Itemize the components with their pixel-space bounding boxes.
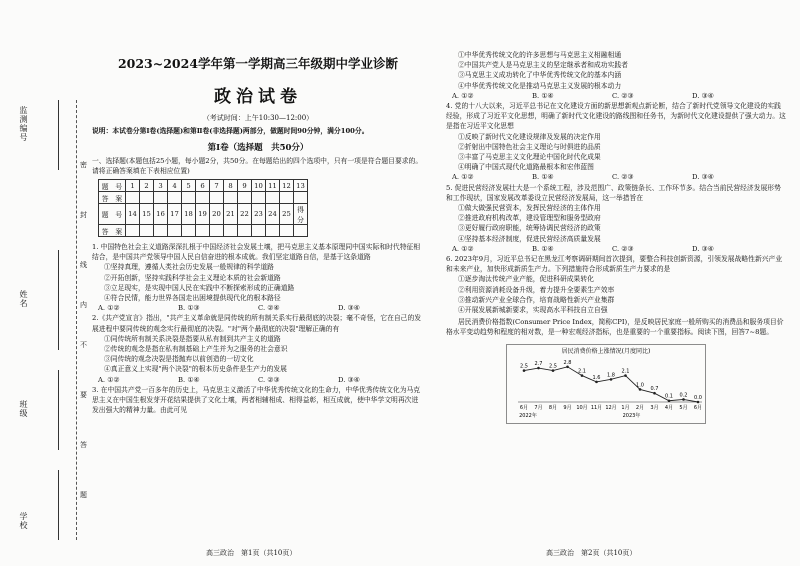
- answer-choices: [446, 172, 786, 182]
- table-cell: 3: [154, 180, 168, 192]
- table-cell: 4: [168, 180, 182, 192]
- table-cell[interactable]: [182, 192, 196, 204]
- table-cell: 25: [280, 204, 294, 225]
- data-point: [624, 374, 627, 377]
- table-cell: 16: [154, 204, 168, 225]
- data-point: [682, 398, 685, 401]
- answer-choices: [92, 303, 424, 313]
- choice-item[interactable]: B. ①④: [532, 244, 554, 253]
- table-cell[interactable]: [210, 192, 224, 204]
- data-label: 1.6: [592, 374, 601, 381]
- part-heading: 第Ⅰ卷（选择题 共50分）: [207, 143, 309, 153]
- left-column: [92, 48, 424, 415]
- question-stem: 6. 2023年9月，习近平总书记在黑龙江考察调研期间首次提到，要整合科技创新资源，引领发展战略性新兴产业和未来产业，加快形成新质生产力。下列措施符合形成新质生产力要求的是: [446, 255, 783, 274]
- choice-item[interactable]: A. ①②: [452, 244, 474, 253]
- table-header: 答 案: [99, 225, 126, 237]
- data-point: [697, 400, 700, 403]
- table-cell[interactable]: [126, 225, 140, 237]
- question-option: ④符合民情，能力世界各国走出困境提供现代化的根本路径: [104, 294, 281, 303]
- table-cell: 8: [224, 180, 238, 192]
- table-cell[interactable]: [140, 192, 154, 204]
- cut-char: 线: [80, 261, 87, 269]
- cut-char: 答: [80, 441, 87, 449]
- table-cell[interactable]: [210, 225, 224, 237]
- cut-char: 内: [80, 301, 87, 309]
- choice-item[interactable]: B. ①④: [178, 375, 200, 384]
- question-option: ④真正意义上实现"两个决裂"的根本历史条件是生产力的发展: [104, 365, 287, 374]
- section-heading: 一、选择题(本题包括25小题，每小题2分，共50分。在每题给出的四个选项中，只有一项是符合题目要求的。请将正确答案填在下表相应位置): [92, 157, 423, 175]
- question-option: ②利用资源消耗设备升级，着力提升全要素生产效率: [458, 285, 615, 294]
- table-header: 题 号: [99, 180, 126, 192]
- x-tick-label: 2月: [635, 404, 645, 411]
- question-option: ③马克思主义成功转化了中华优秀传统文化的基本内涵: [458, 71, 622, 80]
- choice-item[interactable]: D. ③④: [338, 375, 360, 384]
- answer-choices: [446, 91, 786, 101]
- question-stem: 4. 党的十八大以来，习近平总书记在文化建设方面的新思想新观点新论断，结合了新时代党领导文化建设的实践经验，形成了习近平文化思想，明确了新时代文化建设的路线图和任务书，为新时代文化建设提供了强大动力。这是指在习近平文化思想: [446, 102, 786, 131]
- cut-char: 要: [80, 391, 87, 399]
- binding-label-name: 姓名: [19, 290, 28, 308]
- cpi-chart: [506, 344, 706, 428]
- footer-right: 高三政治 第2页（共10页）: [546, 549, 637, 557]
- answer-table: [98, 179, 308, 237]
- cut-line: [76, 100, 77, 540]
- question-stem: 5. 促进民营经济发展壮大是一个系统工程，涉及范围广、政策链条长、工作环节多。结合当前民营经济发展形势和工作现状，国家发展改革委设立民营经济发展局，这一举措旨在: [446, 183, 781, 202]
- table-cell[interactable]: [154, 225, 168, 237]
- table-cell[interactable]: [280, 225, 294, 237]
- table-cell: 2: [140, 180, 154, 192]
- exam-title: 2023~2024学年第一学期高三年级期中学业诊断: [117, 56, 399, 71]
- choice-item[interactable]: A. ①②: [452, 91, 474, 100]
- choice-item[interactable]: D. ③④: [338, 304, 360, 313]
- table-cell: 5: [182, 180, 196, 192]
- binding-label-class: 班级: [19, 400, 28, 418]
- question-option: ①坚持真理，遵循人类社会历史发展一般规律的科学道路: [104, 263, 274, 272]
- choice-item[interactable]: C. ②③: [612, 173, 634, 182]
- table-cell: 19: [196, 204, 210, 225]
- choice-item[interactable]: C. ②③: [258, 375, 280, 384]
- x-tick-label: 12月: [605, 404, 617, 411]
- question-option: ②推进政府机构改革，建设管理型和服务型政府: [458, 214, 601, 223]
- right-questions: [446, 50, 786, 315]
- table-cell: 23: [252, 204, 266, 225]
- binding-strip: [18, 100, 87, 540]
- binding-label-school: 学校: [19, 512, 28, 530]
- cut-char: 不: [80, 341, 87, 349]
- x-tick-label: 5月: [679, 404, 688, 411]
- chart-title: 居民消费价格上涨情况(月度同比): [561, 347, 651, 355]
- data-point: [523, 369, 526, 372]
- question-option: ①中华优秀传统文化的许多思想与马克思主义相融相通: [458, 51, 622, 59]
- x-tick-label: 1月: [621, 404, 630, 411]
- question-option: ③更好履行政府职能，统筹协调民营经济的政策: [458, 224, 601, 233]
- data-point: [552, 369, 555, 372]
- table-cell: 7: [210, 180, 224, 192]
- left-questions: [92, 242, 424, 415]
- x-tick-label: 6月: [519, 404, 529, 411]
- table-cell[interactable]: [266, 192, 280, 204]
- table-cell: 13: [294, 180, 308, 192]
- answer-choices: [92, 375, 424, 385]
- table-cell: 15: [140, 204, 154, 225]
- table-cell[interactable]: [168, 192, 182, 204]
- table-cell: 22: [238, 204, 252, 225]
- name-field-line[interactable]: [58, 250, 59, 350]
- cpi-intro: 居民消费价格指数(Consumer Price Index，简称CPI)，是反映居民家庭一般所购买的消费品和服务项目价格水平变动趋势和程度的相对数，是一种宏观经济指标，也是重要的一个重要指标。阅读下图，回答7~8题。: [446, 318, 784, 337]
- question-option: ②折射出中国特色社会主义理论与时俱进的品质: [458, 142, 601, 151]
- score-cell: 得分: [294, 204, 308, 225]
- binding-label-id: 监测编号: [19, 106, 28, 142]
- x-tick-label: 7月: [534, 404, 543, 411]
- choice-item[interactable]: B. ①④: [532, 173, 554, 182]
- question-option: ③立足现实，是实现中国人民在实践中不断探索形成的正确道路: [104, 283, 295, 292]
- footer-left: 高三政治 第1页（共10页）: [206, 549, 297, 557]
- table-cell: 20: [210, 204, 224, 225]
- cut-char: 密: [80, 161, 87, 169]
- subject-title: 政治试卷: [214, 87, 302, 107]
- cpi-chart-svg: [506, 344, 706, 424]
- data-label: 1.8: [607, 372, 615, 379]
- choice-item[interactable]: B. ①④: [532, 91, 554, 100]
- table-cell: 1: [126, 180, 140, 192]
- question-option: ④开展发展新城新要求，实现高水平科技自立自强: [458, 306, 608, 315]
- question-option: ①做大做强民营资本，发挥民营经济的主体作用: [458, 204, 601, 213]
- data-label: 1.0: [636, 382, 644, 389]
- choice-item[interactable]: C. ②③: [612, 244, 634, 253]
- question-option: ③丰富了马克思主义文化理论中国化时代化成果: [458, 153, 601, 162]
- year-label: 2022年: [519, 412, 537, 419]
- table-cell[interactable]: [266, 225, 280, 237]
- table-cell: 18: [182, 204, 196, 225]
- x-tick-label: 6月: [693, 404, 703, 411]
- data-point: [639, 388, 642, 391]
- table-cell[interactable]: [140, 225, 154, 237]
- table-cell[interactable]: [224, 225, 238, 237]
- data-label: 0.0: [694, 394, 702, 401]
- question-stem: 3. 在中国共产党一百多年的历史上，马克思主义激活了中华优秀传统文化的生命力，中华优秀传统文化为马克思主义在中国生根发芽开花结果提供了文化土壤，两者相辅相成、相得益彰，相互成就，使中华学文明再次迸发出强大的精神力量。由此可见: [92, 385, 421, 415]
- table-cell[interactable]: [224, 192, 238, 204]
- data-point: [653, 392, 656, 395]
- id-field-line[interactable]: [58, 100, 59, 170]
- data-point: [668, 399, 671, 402]
- data-point: [610, 378, 613, 381]
- table-cell[interactable]: [196, 225, 210, 237]
- choice-item[interactable]: D. ③④: [692, 91, 714, 100]
- cut-char: 题: [80, 491, 87, 499]
- data-label: 2.7: [534, 360, 543, 367]
- table-cell[interactable]: [196, 192, 210, 204]
- table-cell[interactable]: [280, 192, 294, 204]
- score-cell[interactable]: [294, 225, 308, 237]
- question-option: ①逐步淘汰传统产业产能，促进科研成果转化: [458, 275, 594, 284]
- table-cell: 17: [168, 204, 182, 225]
- table-cell[interactable]: [182, 225, 196, 237]
- data-point: [566, 365, 569, 368]
- choice-item[interactable]: C. ②③: [612, 91, 634, 100]
- x-tick-label: 4月: [664, 404, 674, 411]
- choice-item[interactable]: C. ②④: [258, 304, 280, 313]
- year-label: 2023年: [622, 412, 641, 419]
- table-cell: 6: [196, 180, 210, 192]
- x-tick-label: 11月: [590, 404, 603, 411]
- choice-item[interactable]: D. ③④: [692, 244, 714, 253]
- data-label: 0.7: [650, 385, 659, 392]
- instructions: 说明：本试卷分第Ⅰ卷(选择题)和第Ⅱ卷(非选择题)两部分，做题时间90分钟，满分100分。: [92, 127, 369, 135]
- table-cell[interactable]: [238, 225, 252, 237]
- exam-time: （考试时间：上午10:30—12:00）: [202, 114, 314, 122]
- right-column: [446, 50, 786, 428]
- data-point: [537, 366, 540, 369]
- choice-item[interactable]: A. ①②: [98, 375, 120, 384]
- question-option: ④明确了中国式现代化道路最根本和宏伟蓝图: [458, 163, 594, 172]
- choice-item[interactable]: A. ①②: [98, 304, 120, 313]
- class-field-line[interactable]: [58, 370, 59, 450]
- data-point: [581, 374, 584, 377]
- table-cell: 11: [266, 180, 280, 192]
- table-header: 答 案: [99, 192, 126, 204]
- question-option: ②传统的观念是指在私有制基础上产生并为之服务的社会意识: [104, 345, 288, 354]
- question-option: ②开拓创新，坚持实践科学社会主义理论本质的社会新道路: [104, 273, 281, 282]
- question-option: ④坚持基本经济制度，促进民营经济高质量发展: [458, 234, 601, 243]
- x-tick-label: 10月: [576, 404, 588, 411]
- table-cell[interactable]: [154, 192, 168, 204]
- x-tick-label: 8月: [548, 404, 558, 411]
- table-cell: 12: [280, 180, 294, 192]
- question-option: ①同传统所有制关系决裂是指要从私有制到共产主义的道路: [104, 334, 281, 343]
- data-label: 2.5: [520, 363, 528, 370]
- choice-item[interactable]: A. ①②: [452, 173, 474, 182]
- table-cell: 10: [252, 180, 266, 192]
- school-field-line[interactable]: [58, 470, 59, 540]
- data-label: 2.1: [621, 368, 630, 375]
- question-option: ①反映了新时代文化建设规律及发展的决定作用: [458, 132, 601, 141]
- data-label: 0.2: [679, 392, 688, 399]
- cut-char: 封: [80, 211, 87, 219]
- choice-item[interactable]: D. ③④: [692, 173, 714, 182]
- question-option: ②中国共产党人是马克思主义的坚定继承者和成功实践者: [458, 61, 628, 70]
- table-cell: 21: [224, 204, 238, 225]
- answer-choices: [446, 244, 786, 254]
- choice-item[interactable]: B. ①③: [178, 304, 200, 313]
- data-label: 2.1: [578, 368, 586, 375]
- table-cell: 24: [266, 204, 280, 225]
- question-stem: 2.《共产党宣言》指出，"共产主义革命就是同传统的所有制关系实行最彻底的决裂；毫不奇怪，它在自己的发展进程中要同传统的观念实行最彻底的决裂。"对"两个最彻底的决裂"理解正确的有: [92, 314, 422, 333]
- data-point: [595, 380, 598, 383]
- question-option: ③推动新兴产业全球合作，培育战略性新兴产业集群: [458, 295, 615, 304]
- question-option: ④中华优秀传统文化是推动马克思主义发展的根本动力: [458, 81, 622, 90]
- table-cell: 9: [238, 180, 252, 192]
- table-cell[interactable]: [126, 192, 140, 204]
- table-cell[interactable]: [238, 192, 252, 204]
- data-label: 2.8: [563, 359, 572, 366]
- question-stem: 1. 中国特色社会主义道路深深扎根于中国经济社会发展土壤，把马克思主义基本原理同中国实际和时代特征相结合，是中国共产党领导中国人民自信奋进的根本成就。我们坚定道路自信，是基于这条道路: [92, 243, 421, 262]
- data-label: 0.1: [665, 393, 673, 400]
- table-cell[interactable]: [252, 192, 266, 204]
- table-cell[interactable]: [168, 225, 182, 237]
- chart-frame: [507, 344, 706, 423]
- question-option: ③同传统的观念决裂是指抛弃以前创造的一切文化: [104, 355, 254, 364]
- table-cell: 14: [126, 204, 140, 225]
- table-cell[interactable]: [294, 192, 308, 204]
- table-cell[interactable]: [252, 225, 266, 237]
- x-tick-label: 9月: [563, 404, 572, 411]
- x-tick-label: 3月: [650, 404, 659, 411]
- table-header: 题 号: [99, 204, 126, 225]
- data-label: 2.5: [549, 363, 557, 370]
